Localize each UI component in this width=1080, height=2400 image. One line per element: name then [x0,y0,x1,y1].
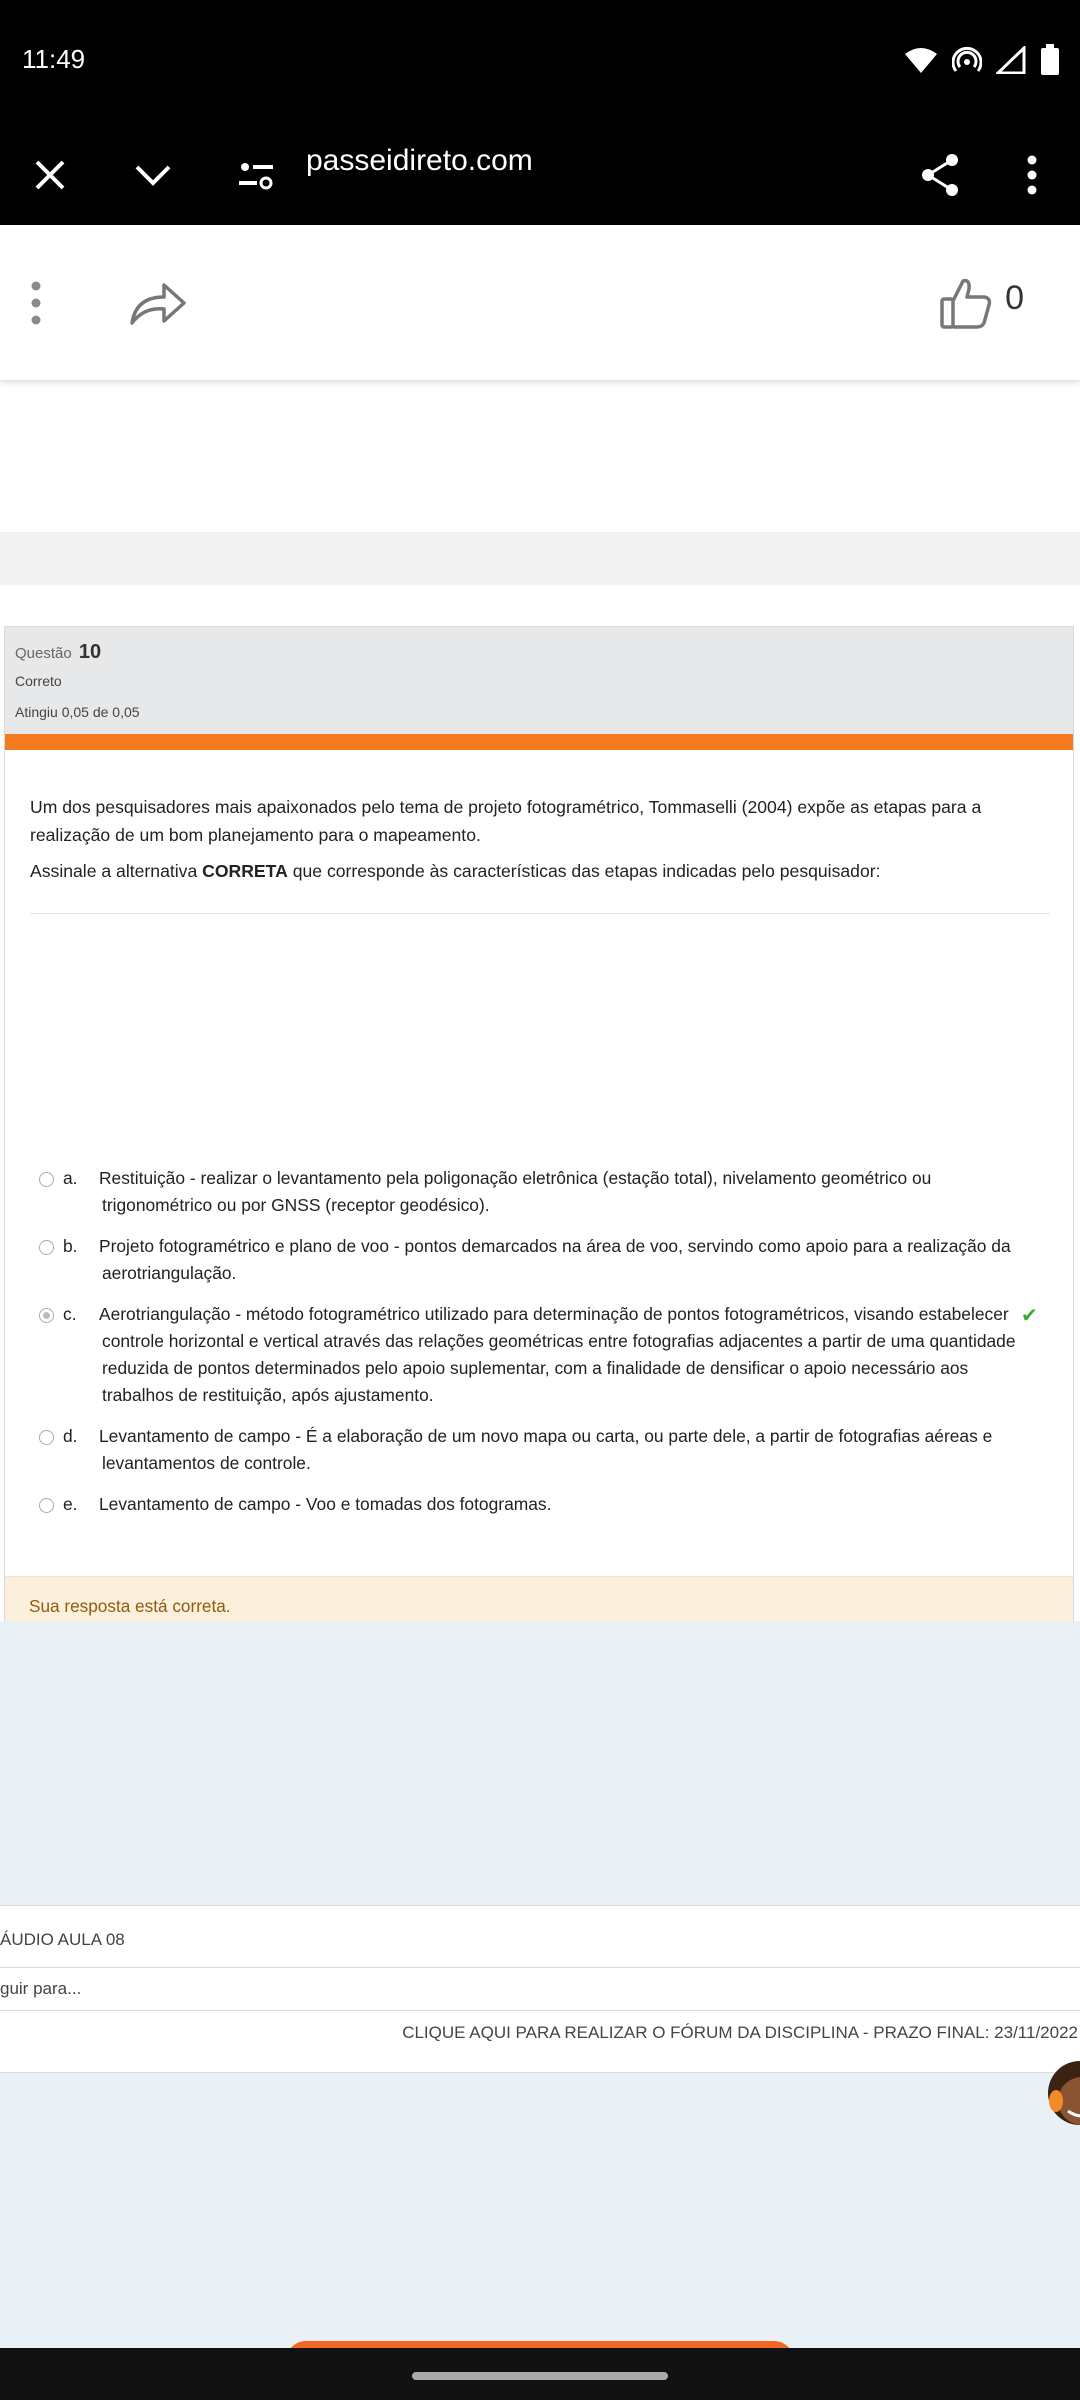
radio-button[interactable] [39,1498,54,1513]
action-bar [0,225,1080,381]
status-time: 11:49 [22,44,86,74]
cta-button[interactable] [286,2341,794,2348]
prev-activity-text: ÁUDIO AULA 08 [0,1930,125,1949]
question-status-bar [5,734,1073,750]
question-card [4,626,1074,1784]
signal-icon [996,46,1026,74]
share-button[interactable] [910,145,970,205]
radio-button[interactable] [39,1430,54,1445]
question-status: Correto [15,673,62,689]
share-icon [920,153,960,197]
close-icon [34,159,66,191]
divider [30,913,1050,914]
status-icons [904,44,1060,76]
battery-icon [1040,44,1060,76]
question-number: 10 [78,641,102,663]
system-navigation-bar [0,2348,1080,2400]
page-content [0,225,1080,2348]
prev-activity-link[interactable] [0,1905,1080,1967]
option-letter: d. [63,1426,78,1446]
next-activity-text: CLIQUE AQUI PARA REALIZAR O FÓRUM DA DISCIPLINA - PRAZO FINAL: 23/11/2022 [402,2023,1078,2042]
more-vertical-icon [30,281,42,325]
tune-icon [238,160,274,190]
question-grade: Atingiu 0,05 de 0,05 [15,704,140,720]
option-text: Restituição - realizar o levantamento pela poligonação eletrônica (estação total), nivelamento geométrico ou trigonométrico ou por GNSS (receptor geodésico). [99,1168,932,1215]
option-text: Aerotriangulação - método fotogramétrico utilizado para determinação de pontos fotogramétricos, visando estabelecer controle horizontal e vertical através das relações geométricas entre fotografias adjacentes a partir de uma quantidade reduzida de pontos determinados pelo apoio suplementar, com a finalidade de densificar o apoio necessário aos trabalhos de restituição, após ajustamento. [99,1304,1016,1405]
option-letter: b. [63,1236,78,1256]
menu-button[interactable] [1002,145,1062,205]
assistant-avatar[interactable] [1042,2045,1080,2145]
option-text: Levantamento de campo - Voo e tomadas dos fotogramas. [99,1494,552,1514]
thumbs-up-icon [938,275,994,331]
status-bar [0,0,1080,125]
share-arrow-icon [128,281,188,327]
site-settings-button[interactable] [226,145,286,205]
instruction-suffix: que corresponde às características das etapas indicadas pelo pesquisador: [287,861,881,881]
option-text: Levantamento de campo - É a elaboração de um novo mapa ou carta, ou parte dele, a partir de fotografias aéreas e levantamentos de controle. [99,1426,993,1473]
option-letter: c. [63,1304,77,1324]
question-label-text: Questão [15,645,72,662]
url-bar[interactable]: passeidireto.com [306,144,533,177]
ad-placeholder [0,532,1080,585]
close-tab-button[interactable] [20,145,80,205]
like-count: 0 [1005,279,1024,317]
feedback-status: Sua resposta está correta. [29,1596,231,1616]
option-letter: e. [63,1494,78,1514]
like-button[interactable] [938,275,994,336]
options-button[interactable] [30,281,42,330]
hotspot-icon [952,45,982,75]
home-gesture-handle[interactable] [412,2372,668,2380]
wifi-icon [904,46,938,74]
option-text: Projeto fotogramétrico e plano de voo - pontos demarcados na área de voo, servindo como apoio para a realização da aerotriangulação. [99,1236,1011,1283]
minimize-button[interactable] [123,145,183,205]
next-activity-link[interactable] [0,2011,1080,2073]
jump-to-text: guir para... [0,1979,82,1998]
option-letter: a. [63,1168,78,1188]
chevron-down-icon [134,163,172,187]
course-navigation-area [0,1621,1080,2348]
question-header [5,627,1073,734]
question-instruction [30,857,1050,885]
question-label [15,641,101,664]
forward-button[interactable] [128,281,188,332]
radio-button[interactable] [39,1240,54,1255]
more-vertical-icon [1026,155,1038,195]
radio-button-selected[interactable] [39,1308,54,1323]
jump-to-select[interactable] [0,1967,1080,2011]
radio-button[interactable] [39,1172,54,1187]
instruction-prefix: Assinale a alternativa [30,861,203,881]
question-text: Um dos pesquisadores mais apaixonados pelo tema de projeto fotogramétrico, Tommaselli (2004) expõe as etapas para a realização de um bom planejamento para o mapeamento. [30,797,982,845]
correct-check-icon: ✔ [1021,1305,1038,1327]
instruction-bold: CORRETA [202,861,288,881]
browser-toolbar [0,125,1080,225]
